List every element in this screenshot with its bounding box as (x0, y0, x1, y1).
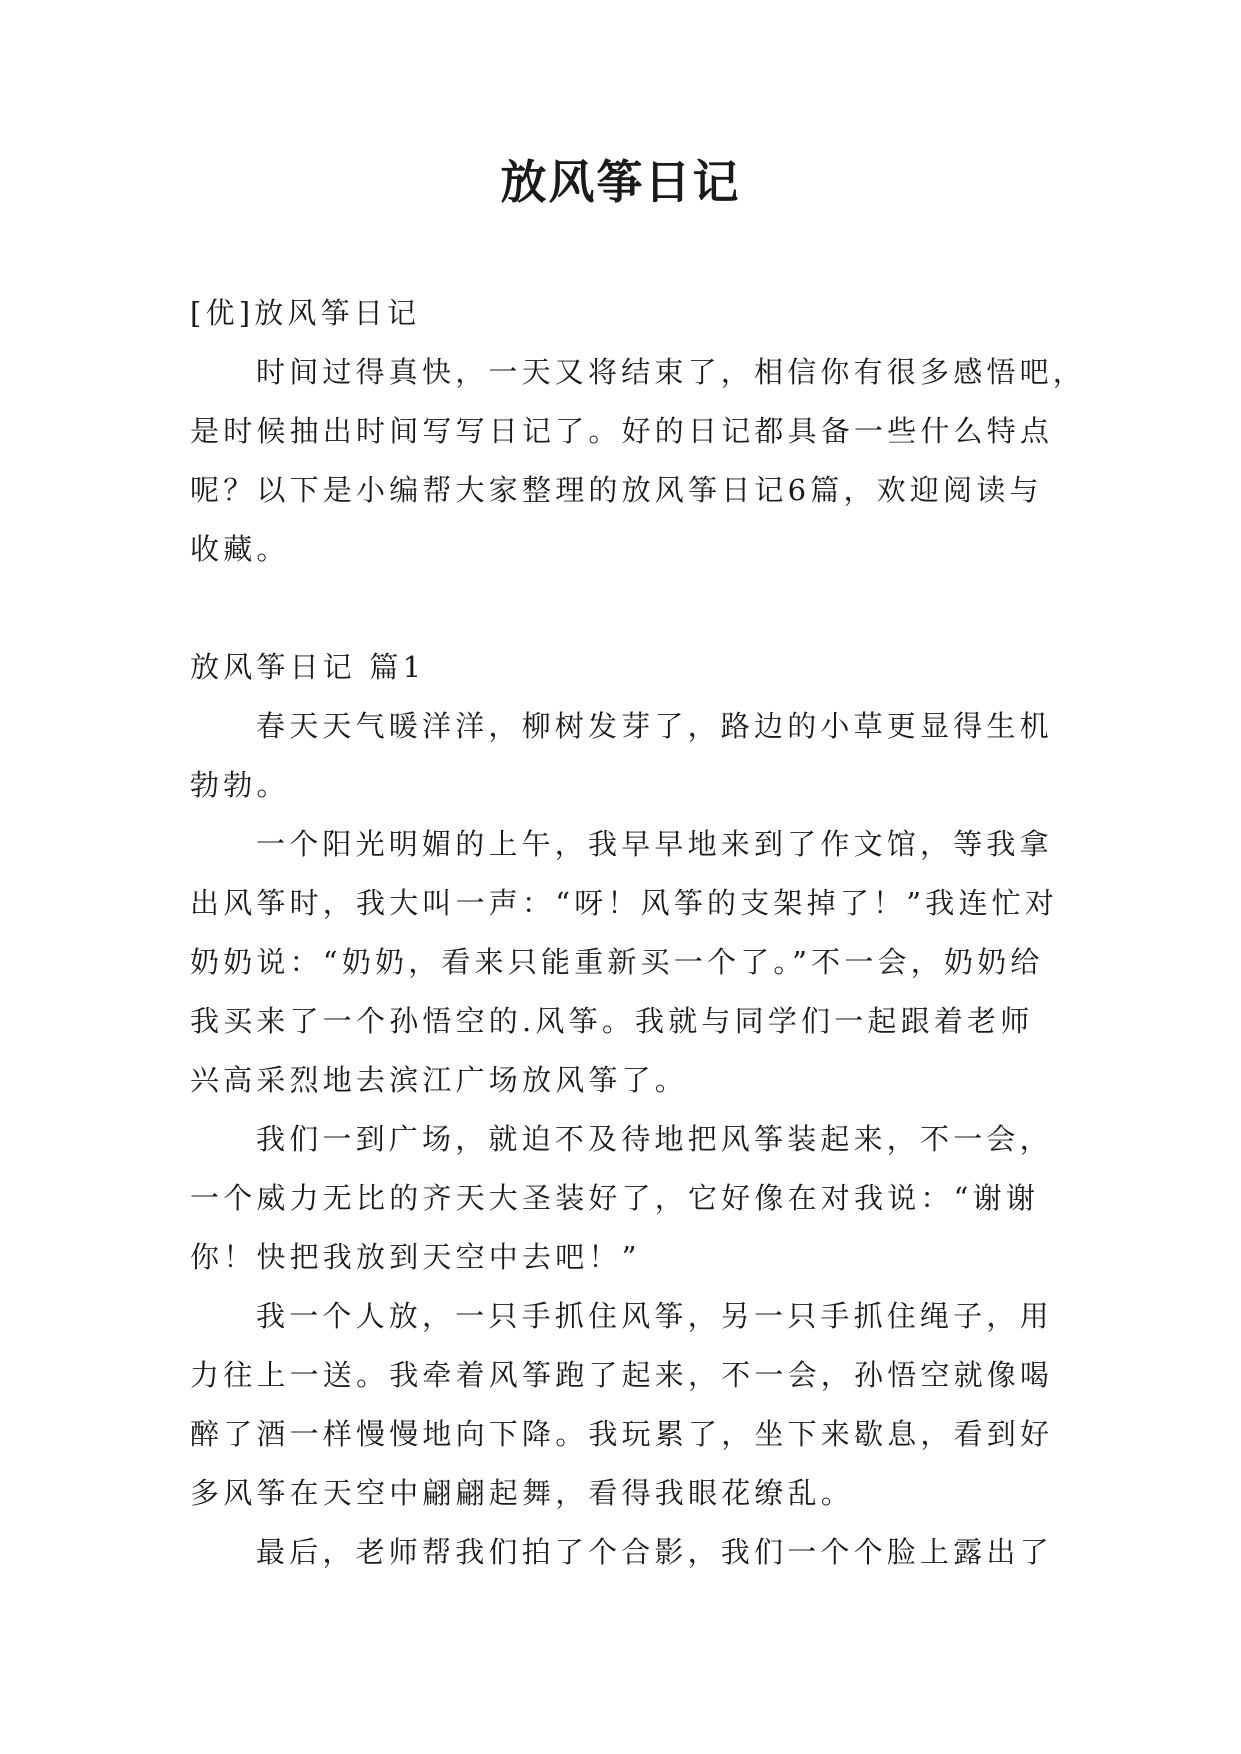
text-line: 一个阳光明媚的上午，我早早地来到了作文馆，等我拿 (256, 827, 1053, 861)
paragraph (190, 815, 1059, 1110)
text-line: 多风筝在天空中翩翩起舞，看得我眼花缭乱。 (190, 1476, 855, 1510)
text-line: 春天天气暖洋洋，柳树发芽了，路边的小草更显得生机 (256, 709, 1053, 743)
text-line: 你！快把我放到天空中去吧！” (190, 1240, 641, 1274)
text-line: 力往上一送。我牵着风筝跑了起来，不一会，孙悟空就像喝 (190, 1358, 1054, 1392)
text-line: 醉了酒一样慢慢地向下降。我玩累了，坐下来歇息，看到好 (190, 1417, 1054, 1451)
text-line: 兴高采烈地去滨江广场放风筝了。 (190, 1063, 689, 1097)
text-line: 一个威力无比的齐天大圣装好了，它好像在对我说：“谢谢 (190, 1181, 1040, 1215)
text-line: 时间过得真快，一天又将结束了，相信你有很多感悟吧， (256, 355, 1087, 389)
text-line: 我一个人放，一只手抓住风筝，另一只手抓住绳子，用 (256, 1299, 1053, 1333)
paragraph (190, 697, 1051, 815)
paragraph (190, 1523, 1051, 1582)
text-line: 收藏。 (190, 532, 290, 566)
text-line: 是时候抽出时间写写日记了。好的日记都具备一些什么特点 (190, 414, 1054, 448)
intro-paragraph (190, 343, 1087, 579)
text-line: 最后，老师帮我们拍了个合影，我们一个个脸上露出了 (256, 1535, 1053, 1569)
paragraph (190, 1287, 1054, 1523)
text-line: 呢？以下是小编帮大家整理的放风筝日记6篇，欢迎阅读与 (190, 473, 1043, 507)
text-line: 勃勃。 (190, 768, 290, 802)
section-heading: 放风筝日记 篇1 (190, 650, 426, 684)
paragraph (190, 1110, 1051, 1287)
text-line: 我买来了一个孙悟空的.风筝。我就与同学们一起跟着老师 (190, 1004, 1034, 1038)
document-body (190, 284, 1087, 1582)
text-line: 奶奶说：“奶奶，看来只能重新买一个了。”不一会，奶奶给 (190, 945, 1044, 979)
document-subtitle: [优]放风筝日记 (190, 296, 421, 330)
text-line: 出风筝时，我大叫一声：“呀！风筝的支架掉了！”我连忙对 (190, 886, 1059, 920)
document-title: 放风筝日记 (500, 155, 741, 209)
text-line: 我们一到广场，就迫不及待地把风筝装起来，不一会， (256, 1122, 1053, 1156)
